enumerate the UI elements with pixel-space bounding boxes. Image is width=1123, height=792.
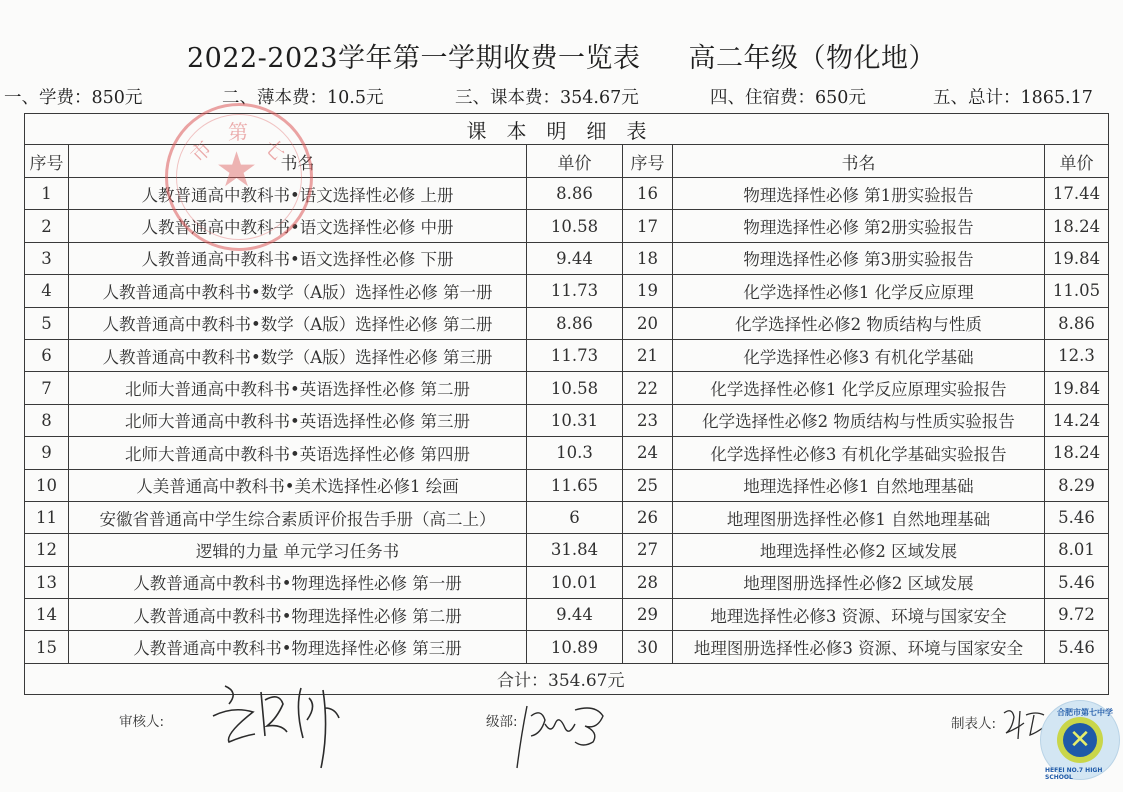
row-number: 9: [25, 437, 69, 469]
fee-textbook: 三、课本费：354.67元: [455, 88, 639, 108]
unit-price: 8.01: [1045, 534, 1109, 566]
row-number: 29: [623, 599, 673, 631]
table-caption: 课本明细表: [25, 114, 1109, 145]
book-name: 物理选择性必修 第2册实验报告: [673, 210, 1045, 242]
row-number: 22: [623, 372, 673, 404]
unit-price: 14.24: [1045, 404, 1109, 436]
book-name: 化学选择性必修2 物质结构与性质实验报告: [673, 404, 1045, 436]
unit-price: 5.46: [1045, 501, 1109, 533]
unit-price: 11.73: [527, 275, 623, 307]
reviewer-label: 审核人:: [119, 714, 165, 730]
unit-price: 8.86: [1045, 307, 1109, 339]
fee-notebook: 二、薄本费：10.5元: [222, 88, 384, 108]
book-name: 人教普通高中教科书•数学（A版）选择性必修 第三册: [69, 339, 527, 371]
table-caption-row: [25, 114, 1109, 145]
row-number: 7: [25, 372, 69, 404]
table-row: [25, 178, 1109, 210]
book-name: 人教普通高中教科书•物理选择性必修 第三册: [69, 631, 527, 663]
table-row: [25, 566, 1109, 598]
table-header-row: [25, 145, 1109, 178]
table-row: [25, 242, 1109, 274]
row-number: 24: [623, 437, 673, 469]
book-name: 逻辑的力量 单元学习任务书: [69, 534, 527, 566]
book-name: 人美普通高中教科书•美术选择性必修1 绘画: [69, 469, 527, 501]
row-number: 4: [25, 275, 69, 307]
unit-price: 11.65: [527, 469, 623, 501]
unit-price: 12.3: [1045, 339, 1109, 371]
row-number: 2: [25, 210, 69, 242]
table-total: 合计：354.67元: [25, 663, 1109, 694]
row-number: 19: [623, 275, 673, 307]
table-row: [25, 372, 1109, 404]
book-name: 北师大普通高中教科书•英语选择性必修 第二册: [69, 372, 527, 404]
col-header-price: 单价: [1045, 145, 1109, 178]
col-header-price: 单价: [527, 145, 623, 178]
book-name: 人教普通高中教科书•数学（A版）选择性必修 第二册: [69, 307, 527, 339]
unit-price: 5.46: [1045, 631, 1109, 663]
row-number: 14: [25, 599, 69, 631]
row-number: 10: [25, 469, 69, 501]
row-number: 12: [25, 534, 69, 566]
col-header-no: 序号: [25, 145, 69, 178]
table-total-row: [25, 663, 1109, 694]
book-name: 化学选择性必修3 有机化学基础: [673, 339, 1045, 371]
row-number: 5: [25, 307, 69, 339]
book-name: 化学选择性必修1 化学反应原理: [673, 275, 1045, 307]
row-number: 13: [25, 566, 69, 598]
col-header-name: 书名: [673, 145, 1045, 178]
row-number: 25: [623, 469, 673, 501]
table-row: [25, 275, 1109, 307]
seal-char: 市: [185, 136, 217, 168]
unit-price: 9.72: [1045, 599, 1109, 631]
school-logo: [1040, 700, 1120, 780]
row-number: 15: [25, 631, 69, 663]
unit-price: 10.3: [527, 437, 623, 469]
row-number: 23: [623, 404, 673, 436]
book-name: 地理选择性必修2 区域发展: [673, 534, 1045, 566]
department-signature: [515, 700, 625, 770]
unit-price: 17.44: [1045, 178, 1109, 210]
table-row: [25, 534, 1109, 566]
row-number: 21: [623, 339, 673, 371]
textbook-detail-table: [24, 113, 1109, 695]
logo-top-text: 合肥市第七中学: [1057, 708, 1113, 717]
book-name: 化学选择性必修1 化学反应原理实验报告: [673, 372, 1045, 404]
maker-label: 制表人:: [951, 716, 997, 732]
fee-tuition: 一、学费：850元: [4, 88, 143, 108]
book-name: 人教普通高中教科书•语文选择性必修 下册: [69, 242, 527, 274]
book-name: 化学选择性必修3 有机化学基础实验报告: [673, 437, 1045, 469]
unit-price: 11.73: [527, 339, 623, 371]
book-name: 地理选择性必修1 自然地理基础: [673, 469, 1045, 501]
row-number: 1: [25, 178, 69, 210]
unit-price: 8.86: [527, 307, 623, 339]
document-title: [0, 36, 1123, 75]
table-row: [25, 210, 1109, 242]
book-name: 北师大普通高中教科书•英语选择性必修 第四册: [69, 437, 527, 469]
row-number: 17: [623, 210, 673, 242]
fee-total: 五、总计：1865.17: [933, 88, 1093, 108]
unit-price: 19.84: [1045, 242, 1109, 274]
unit-price: 10.58: [527, 210, 623, 242]
table-row: [25, 437, 1109, 469]
unit-price: 10.58: [527, 372, 623, 404]
star-icon: ★: [215, 142, 259, 198]
row-number: 18: [623, 242, 673, 274]
seal-char: 第: [228, 120, 248, 144]
book-name: 人教普通高中教科书•语文选择性必修 上册: [69, 178, 527, 210]
row-number: 16: [623, 178, 673, 210]
book-name: 地理图册选择性必修3 资源、环境与国家安全: [673, 631, 1045, 663]
book-name: 人教普通高中教科书•数学（A版）选择性必修 第一册: [69, 275, 527, 307]
fee-dormitory: 四、住宿费：650元: [710, 88, 866, 108]
table-row: [25, 501, 1109, 533]
book-name: 人教普通高中教科书•物理选择性必修 第一册: [69, 566, 527, 598]
book-name: 化学选择性必修2 物质结构与性质: [673, 307, 1045, 339]
unit-price: 10.89: [527, 631, 623, 663]
table-row: [25, 631, 1109, 663]
unit-price: 10.01: [527, 566, 623, 598]
row-number: 8: [25, 404, 69, 436]
row-number: 28: [623, 566, 673, 598]
unit-price: 18.24: [1045, 210, 1109, 242]
unit-price: 8.86: [527, 178, 623, 210]
book-name: 地理图册选择性必修2 区域发展: [673, 566, 1045, 598]
unit-price: 10.31: [527, 404, 623, 436]
department-label: 级部:: [486, 714, 518, 730]
table-row: [25, 404, 1109, 436]
seal-char: 七: [259, 134, 291, 166]
book-name: 地理选择性必修3 资源、环境与国家安全: [673, 599, 1045, 631]
unit-price: 9.44: [527, 242, 623, 274]
title-text: 2022-2023学年第一学期收费一览表: [186, 43, 641, 74]
book-name: 人教普通高中教科书•语文选择性必修 中册: [69, 210, 527, 242]
book-name: 人教普通高中教科书•物理选择性必修 第二册: [69, 599, 527, 631]
col-header-name: 书名: [69, 145, 527, 178]
table-row: [25, 339, 1109, 371]
grade-text: 高二年级（物化地）: [688, 43, 937, 74]
book-name: 地理图册选择性必修1 自然地理基础: [673, 501, 1045, 533]
unit-price: 18.24: [1045, 437, 1109, 469]
reviewer-signature: [205, 678, 365, 778]
book-name: 北师大普通高中教科书•英语选择性必修 第三册: [69, 404, 527, 436]
unit-price: 8.29: [1045, 469, 1109, 501]
unit-price: 19.84: [1045, 372, 1109, 404]
table-row: [25, 307, 1109, 339]
fee-summary: [0, 84, 1123, 108]
book-name: 物理选择性必修 第1册实验报告: [673, 178, 1045, 210]
row-number: 27: [623, 534, 673, 566]
unit-price: 31.84: [527, 534, 623, 566]
unit-price: 6: [527, 501, 623, 533]
book-name: 物理选择性必修 第3册实验报告: [673, 242, 1045, 274]
unit-price: 9.44: [527, 599, 623, 631]
school-emblem-icon: ✕: [1063, 723, 1097, 757]
row-number: 26: [623, 501, 673, 533]
row-number: 6: [25, 339, 69, 371]
table-row: [25, 599, 1109, 631]
row-number: 11: [25, 501, 69, 533]
unit-price: 11.05: [1045, 275, 1109, 307]
row-number: 30: [623, 631, 673, 663]
row-number: 3: [25, 242, 69, 274]
book-name: 安徽省普通高中学生综合素质评价报告手册（高二上）: [69, 501, 527, 533]
logo-bottom-text: HEFEI NO.7 HIGH SCHOOL: [1045, 767, 1103, 781]
table-row: [25, 469, 1109, 501]
row-number: 20: [623, 307, 673, 339]
col-header-no: 序号: [623, 145, 673, 178]
unit-price: 5.46: [1045, 566, 1109, 598]
